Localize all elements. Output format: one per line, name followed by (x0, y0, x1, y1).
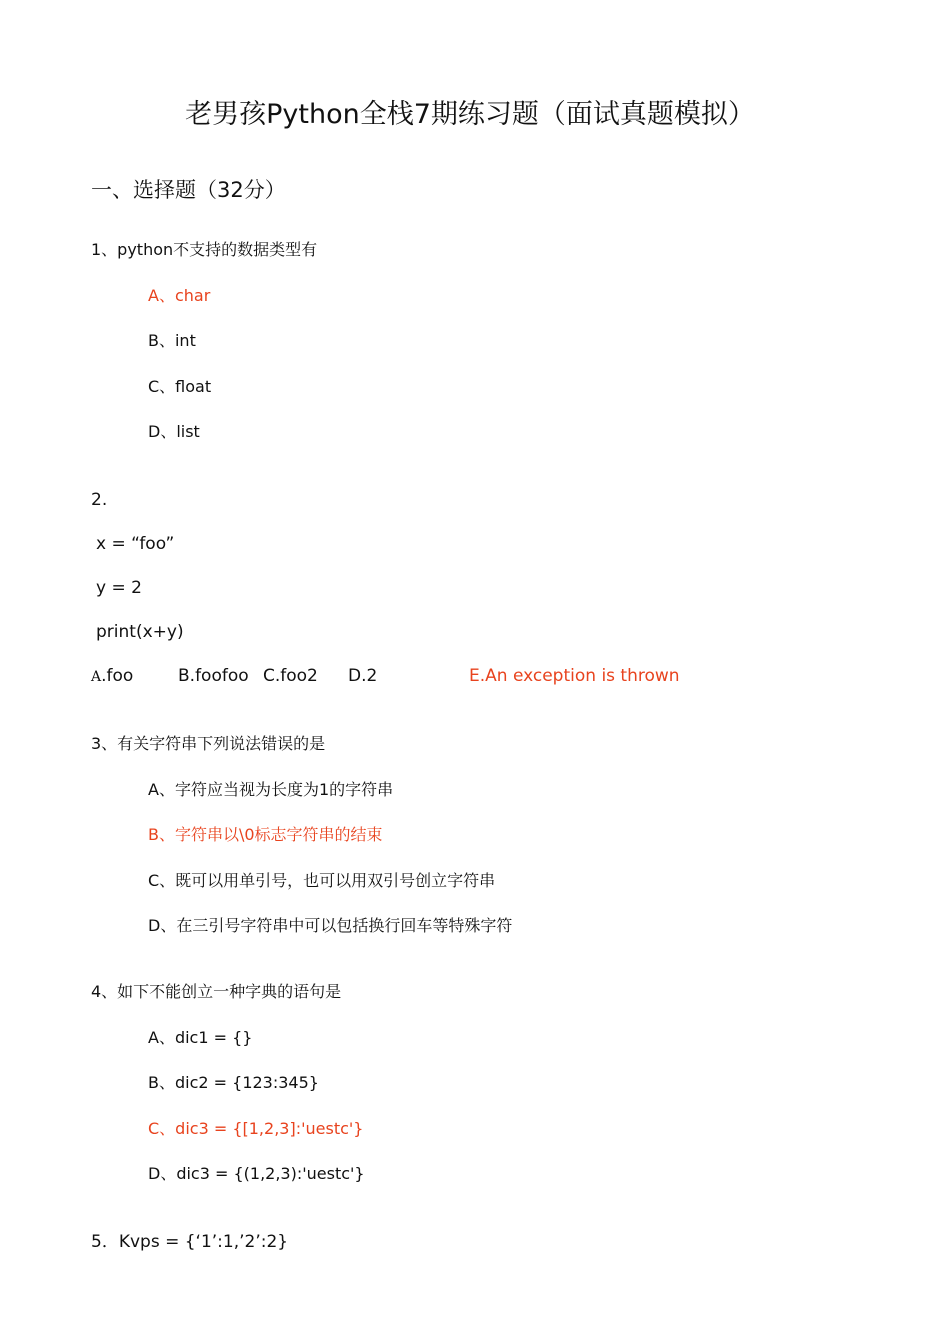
q2-option-a-letter: A (91, 669, 102, 685)
q2-option-c: C.foo2 (263, 666, 318, 686)
q4-option-c: C、dic3 = {[1,2,3]:'uestc'} (148, 1119, 364, 1138)
q2-option-a-text: .foo (101, 666, 134, 686)
q4-option-b: B、dic2 = {123:345} (148, 1073, 319, 1092)
q3-option-b: B、字符串以\0标志字符串的结束 (148, 825, 383, 844)
q1-option-d: D、list (148, 422, 200, 441)
question-2-number: 2. (91, 490, 108, 510)
q1-option-a: A、char (148, 286, 211, 305)
question-3: 3、有关字符串下列说法错误的是 (91, 734, 326, 753)
question-5: 5．Kvps = {‘1’:1,’2’:2} (91, 1232, 289, 1252)
q1-option-c: C、float (148, 377, 212, 396)
q4-option-d: D、dic3 = {(1,2,3):'uestc'} (148, 1164, 365, 1183)
question-1: 1、python不支持的数据类型有 (91, 240, 318, 259)
q2-code-line: x = “foo” (96, 534, 175, 554)
q3-option-a: A、字符应当视为长度为1的字符串 (148, 780, 394, 799)
q3-option-d: D、在三引号字符串中可以包括换行回车等特殊字符 (148, 916, 513, 935)
q2-option-d: D.2 (348, 666, 378, 686)
q2-option-b: B.foofoo (178, 666, 249, 686)
q2-code-line: print(x+y) (96, 622, 184, 642)
q3-option-c: C、既可以用单引号，也可以用双引号创立字符串 (148, 871, 496, 890)
q4-option-a: A、dic1 = {} (148, 1028, 253, 1047)
q2-code-line: y = 2 (96, 578, 142, 598)
page-title: 老男孩Python全栈7期练习题（面试真题模拟） (185, 99, 755, 130)
section-heading: 一、选择题（32分） (91, 178, 286, 202)
q2-option-a (91, 666, 133, 686)
question-4: 4、如下不能创立一种字典的语句是 (91, 982, 342, 1001)
q2-option-e: E.An exception is thrown (469, 666, 680, 686)
q1-option-b: B、int (148, 331, 196, 350)
